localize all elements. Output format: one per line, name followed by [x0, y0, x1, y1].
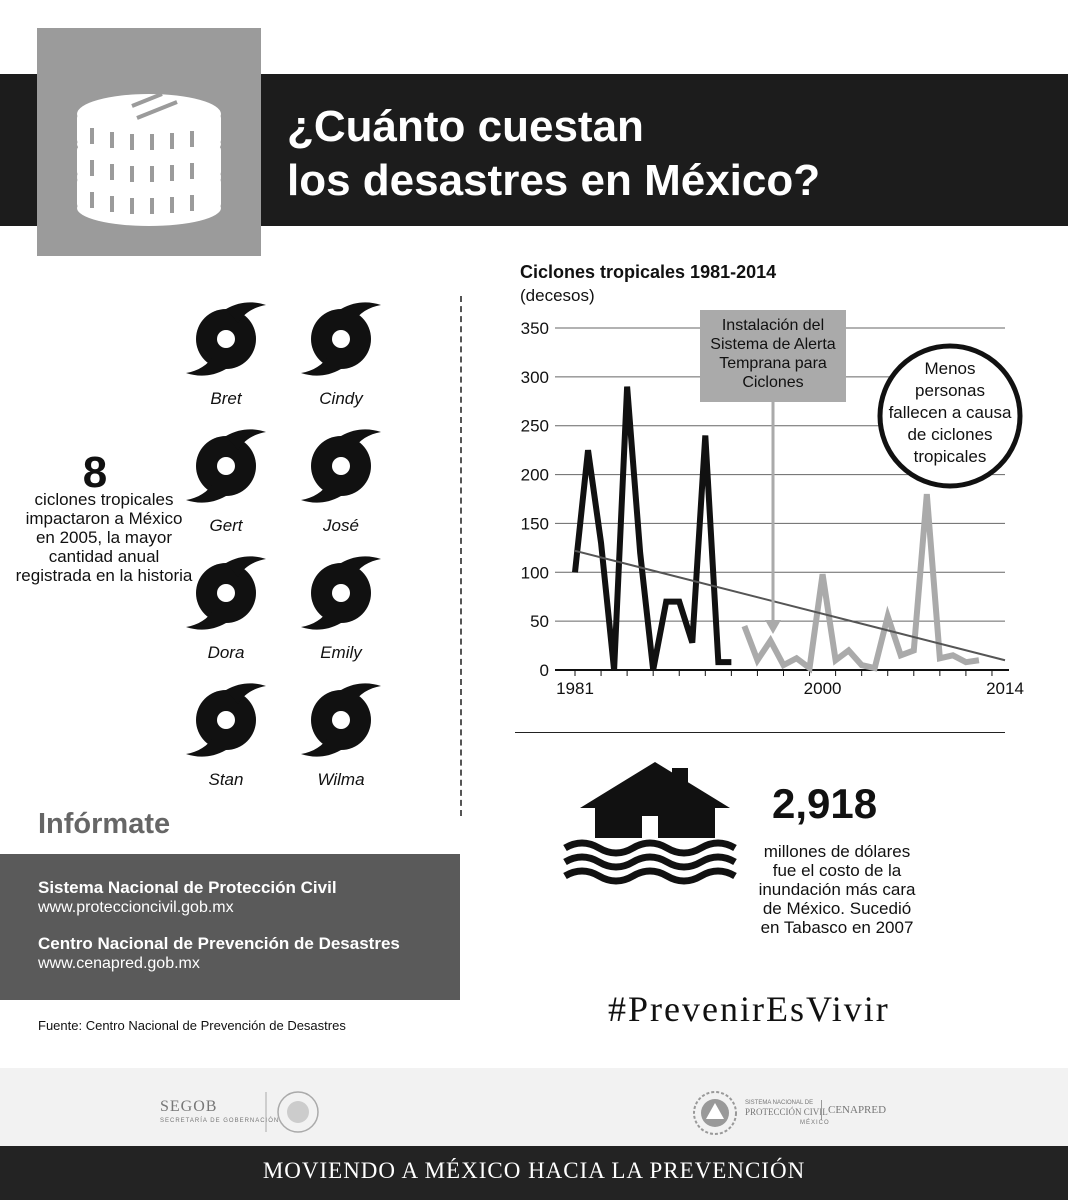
- y-tick-label: 200: [520, 465, 549, 485]
- y-tick-label: 50: [530, 612, 549, 632]
- mexico-logo-text: MÉXICO: [800, 1120, 830, 1126]
- hurricane-icon: [295, 547, 387, 639]
- y-tick-label: 150: [520, 514, 549, 534]
- x-tick-label: 1981: [556, 679, 594, 698]
- hurricane-icon: [180, 420, 272, 512]
- vertical-divider: [460, 296, 462, 816]
- hurricane-icon: [180, 547, 272, 639]
- cyclone-description: ciclones tropicales impactaron a México en 2005, la mayor cantidad anual registrada en la historia: [15, 490, 193, 585]
- hurricane-icon: [295, 420, 387, 512]
- alert-annotation-text: Temprana para: [719, 355, 827, 372]
- hurricane-icon: [295, 674, 387, 766]
- trend-line: [575, 551, 1005, 660]
- title-line-1: ¿Cuánto cuestan: [287, 102, 644, 151]
- informate-title: Infórmate: [38, 808, 171, 840]
- mexico-seal-icon: [264, 1088, 324, 1138]
- trend-annotation-text: Menos: [924, 359, 976, 378]
- y-tick-label: 250: [520, 416, 549, 436]
- segob-logo-subtitle: SECRETARÍA DE GOBERNACIÓN: [160, 1118, 280, 1124]
- cyclone-name: Stan: [208, 770, 244, 789]
- flood-cost-description: millones de dólares fue el costo de la inundación más cara de México. Sucedió en Tabasco en 2007: [758, 842, 916, 937]
- tagline: MOVIENDO A MÉXICO HACIA LA PREVENCIÓN: [262, 1158, 806, 1183]
- cyclone-name: Cindy: [319, 389, 363, 408]
- coins-icon: [37, 28, 261, 256]
- alert-annotation-text: Ciclones: [742, 374, 804, 391]
- informate-box: [0, 854, 460, 1000]
- coins-icon-box: [37, 28, 261, 256]
- cyclone-name: Gert: [209, 516, 243, 535]
- y-tick-label: 100: [520, 563, 549, 583]
- x-tick-label: 2000: [803, 679, 842, 698]
- trend-annotation-text: de ciclones: [907, 425, 993, 444]
- y-tick-label: 300: [520, 367, 549, 387]
- org1-link[interactable]: www.proteccioncivil.gob.mx: [38, 899, 234, 916]
- title-line-2: los desastres en México?: [287, 156, 821, 205]
- page-title: [287, 100, 820, 208]
- hashtag[interactable]: #PrevenirEsVivir: [608, 989, 890, 1029]
- logo-divider: [821, 1100, 822, 1120]
- series-line-after-alert: [744, 494, 979, 668]
- sinaproc-logo-line1: SISTEMA NACIONAL DE: [745, 1100, 814, 1106]
- cyclone-name: Wilma: [317, 770, 365, 789]
- org2-link[interactable]: www.cenapred.gob.mx: [38, 955, 200, 972]
- cyclone-name: José: [323, 516, 359, 535]
- y-tick-label: 350: [520, 319, 549, 338]
- cyclone-count: 8: [82, 448, 108, 497]
- org1-name: Sistema Nacional de Protección Civil: [38, 878, 337, 897]
- cyclone-grid: [170, 288, 450, 798]
- alert-annotation-text: Sistema de Alerta: [710, 336, 836, 353]
- segob-logo-text: SEGOB: [160, 1098, 218, 1115]
- alert-annotation-text: Instalación del: [721, 317, 825, 334]
- trend-annotation-text: fallecen a causa: [888, 403, 1012, 422]
- proteccion-civil-icon: [692, 1090, 738, 1136]
- hurricane-icon: [180, 293, 272, 385]
- sinaproc-logo-line2: PROTECCIÓN CIVIL: [745, 1107, 828, 1117]
- cyclone-name: Bret: [210, 389, 242, 408]
- deaths-line-chart: [500, 300, 1024, 710]
- section-separator: [515, 732, 1005, 733]
- hurricane-icon: [180, 674, 272, 766]
- hurricane-icon: [295, 293, 387, 385]
- cyclone-name: Emily: [320, 643, 362, 662]
- x-tick-label: 2014: [986, 679, 1024, 698]
- source-note: Fuente: Centro Nacional de Prevención de Desastres: [38, 1018, 346, 1033]
- chart-title: Ciclones tropicales 1981-2014: [520, 262, 777, 282]
- cyclone-name: Dora: [207, 643, 245, 662]
- flooded-house-icon: [560, 760, 740, 880]
- trend-annotation-text: tropicales: [913, 447, 987, 466]
- cenapred-logo-text: CENAPRED: [828, 1104, 887, 1116]
- org2-name: Centro Nacional de Prevención de Desastres: [38, 934, 400, 953]
- series-line-before-alert: [575, 387, 731, 670]
- y-tick-label: 0: [539, 661, 549, 680]
- flood-cost-value: 2,918: [772, 780, 878, 827]
- trend-annotation-text: personas: [915, 381, 985, 400]
- alert-arrow-head: [765, 620, 781, 634]
- chart-y-label: (decesos): [520, 286, 595, 305]
